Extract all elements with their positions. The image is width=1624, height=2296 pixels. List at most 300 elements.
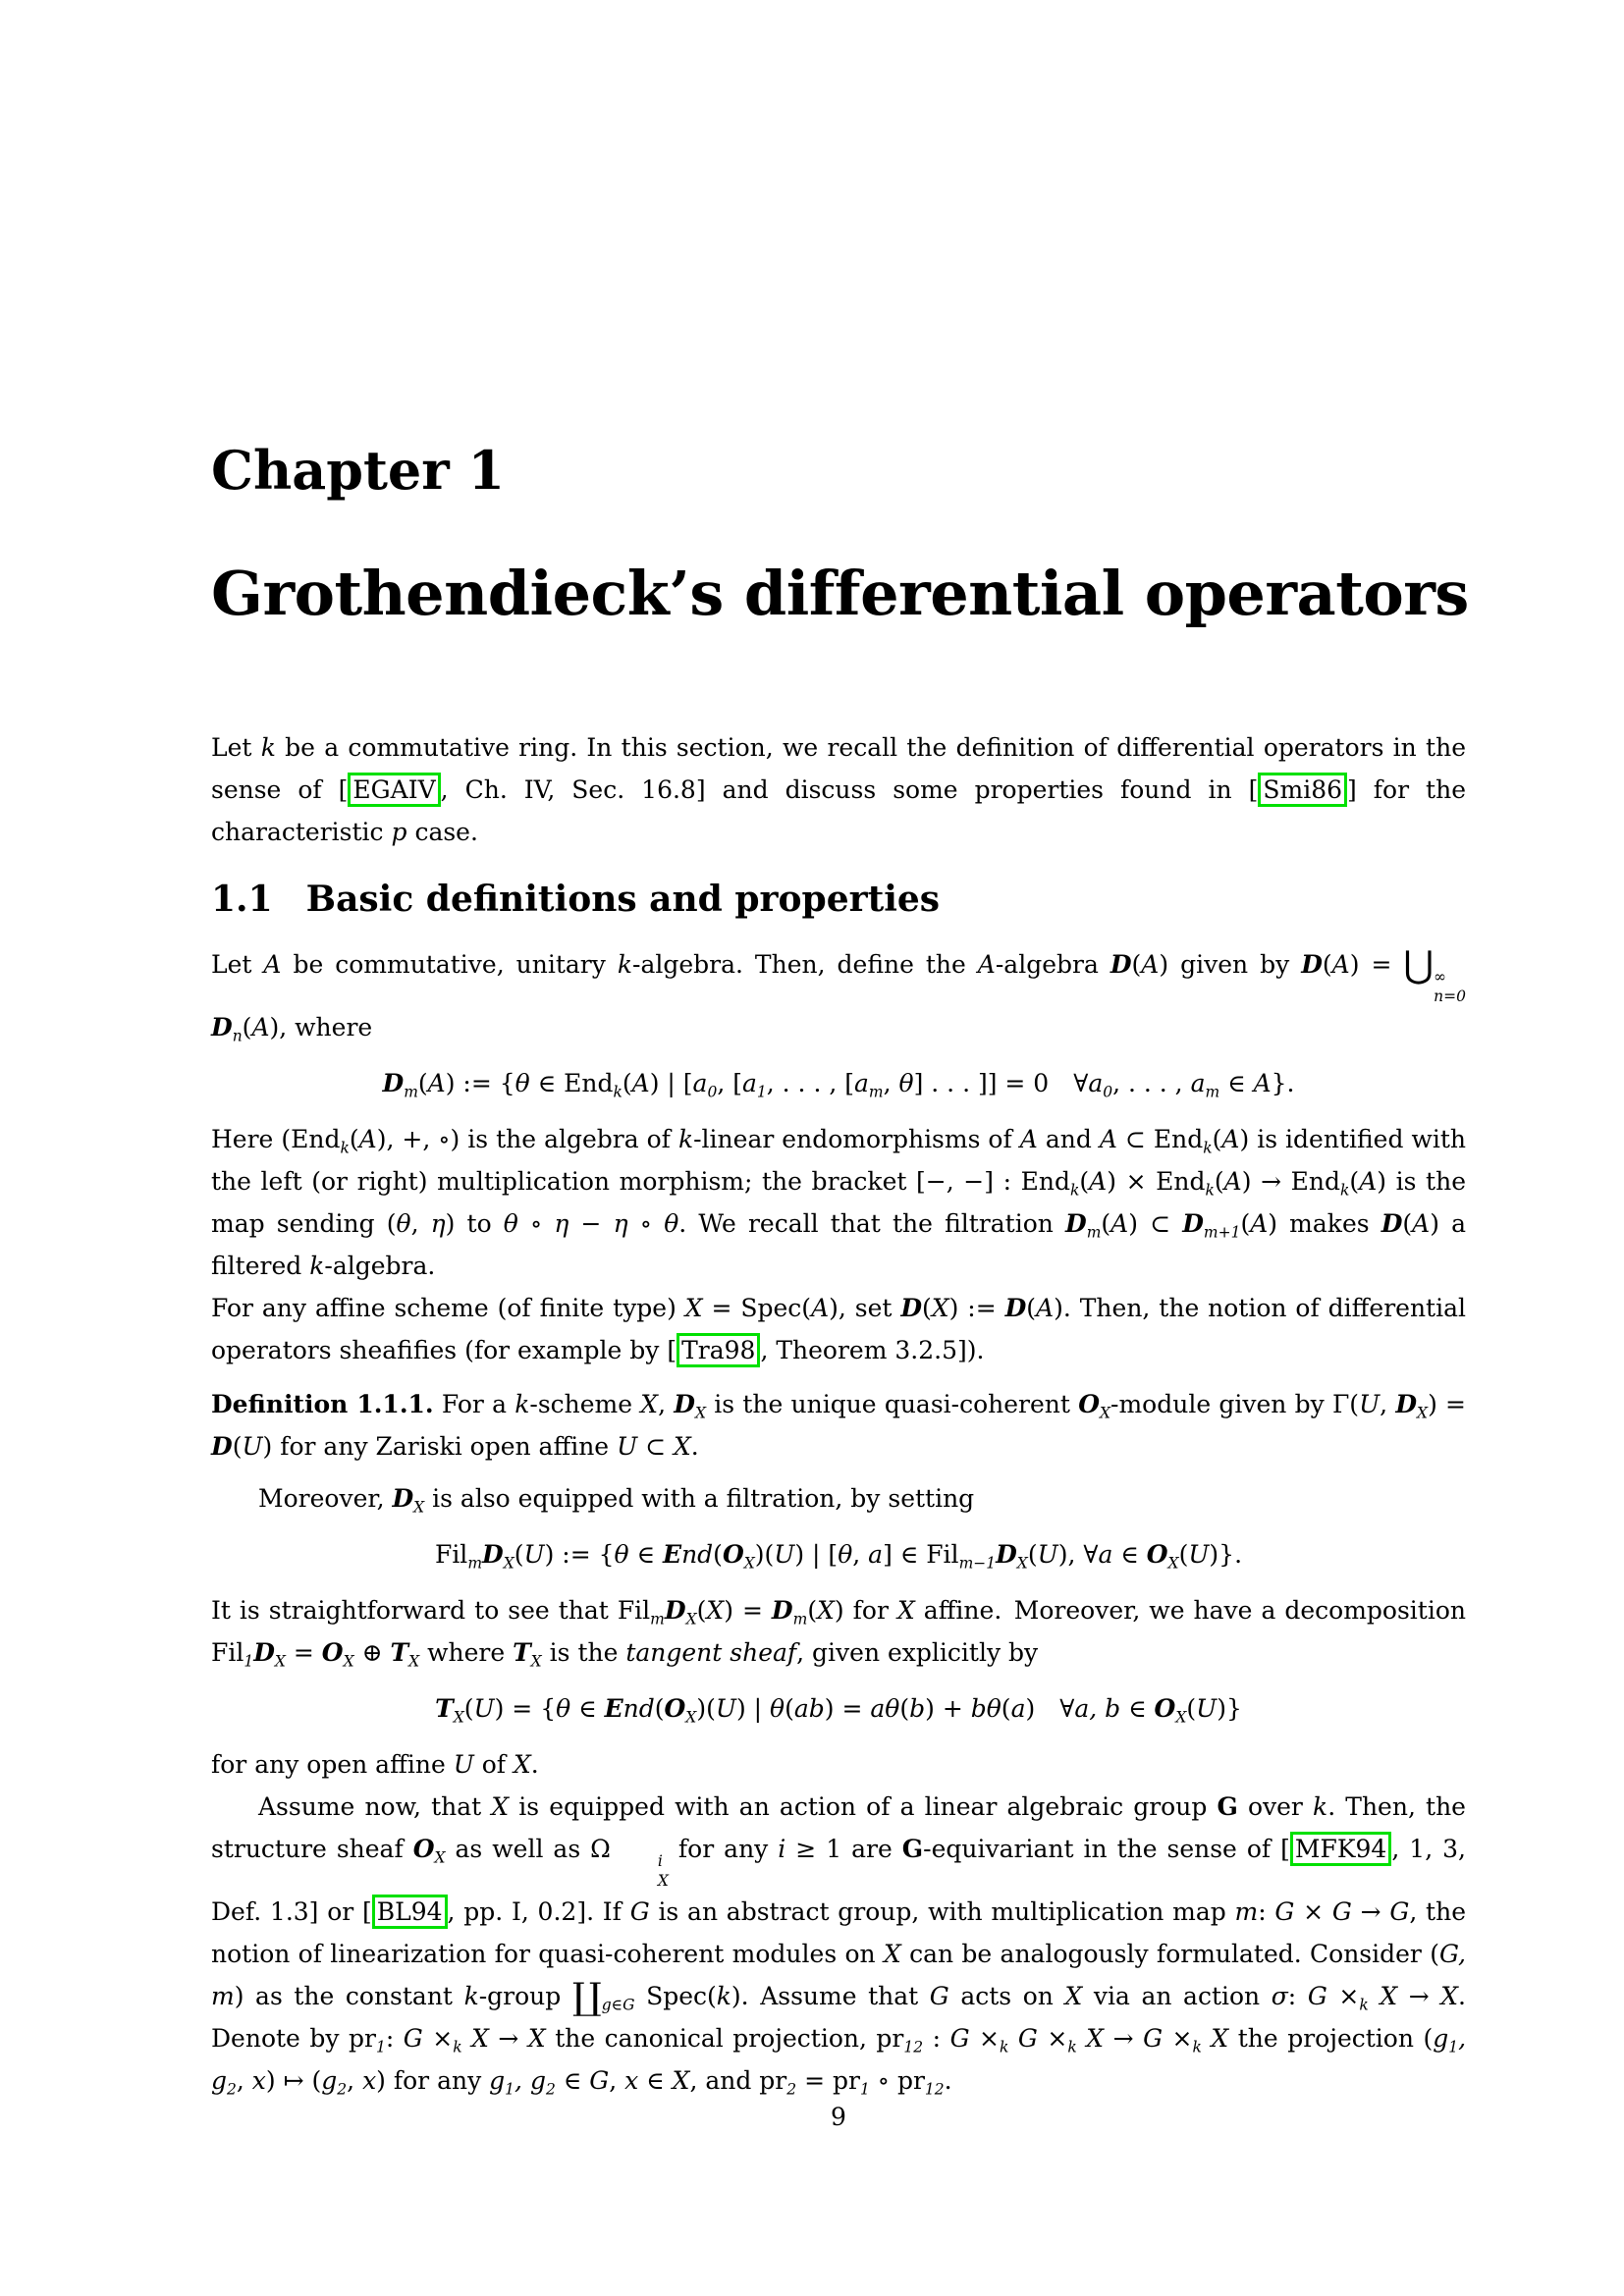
math-var: X (513, 1750, 531, 1780)
math-var: A (1110, 1209, 1129, 1239)
text-run: , (609, 2066, 625, 2096)
text-run: Let (211, 950, 264, 980)
display-equation (211, 1533, 1466, 1575)
text-run: → (1104, 2024, 1144, 2054)
math-var: G (1274, 1897, 1295, 1927)
math-var: k (617, 950, 632, 980)
math-var: G (629, 1897, 650, 1927)
script-letter: $D_X$ (392, 1484, 425, 1517)
text-run: ( (654, 1694, 665, 1724)
text-run: → (488, 2024, 528, 2054)
math-var: X (1201, 2024, 1229, 2054)
citation-link[interactable]: BL94 (372, 1895, 448, 1929)
text-run: Moreover, (258, 1484, 393, 1514)
script-letter: $D_m$ (1065, 1209, 1102, 1242)
text-run: can be analogously formulated. Consider ( (900, 1940, 1439, 1969)
text-run: ) for (834, 1596, 897, 1626)
text-run: : (385, 2024, 404, 2054)
math-var: bθ (970, 1694, 1001, 1724)
text-run: ) := { (445, 1069, 515, 1098)
section-heading (211, 879, 1466, 920)
math-var: $g_2$ (321, 2066, 348, 2099)
math-var: k (463, 1982, 479, 2011)
text-run: ) | [ (794, 1540, 839, 1570)
math-var: G (949, 2024, 970, 2054)
math-var: $a_0$ (692, 1069, 718, 1101)
text-run: ] . . . ]] = 0 ∀ (913, 1069, 1089, 1098)
text-run: }. (1271, 1069, 1295, 1098)
text-run: ∈ (1120, 1694, 1155, 1724)
text-run: $\times_k$ (1037, 2024, 1077, 2056)
script-letter: $O_X$ (722, 1540, 755, 1573)
math-var: b (909, 1694, 926, 1724)
math-var: X (673, 1432, 691, 1462)
text-run: for any (668, 1835, 779, 1864)
math-var: k (677, 1125, 694, 1154)
text-run: Let (211, 733, 261, 763)
text-run: ( (1131, 950, 1142, 980)
text-run: is the unique quasi-coherent (706, 1390, 1079, 1419)
text-run: ) makes (1268, 1209, 1381, 1239)
math-var: A (1089, 1167, 1108, 1197)
script-letter: $D_m$ (382, 1069, 418, 1101)
paragraph (211, 726, 1466, 853)
text-run: ). Then, the notion of differential operators sheafifies (for example by [ (211, 1294, 1467, 1365)
math-var: A (977, 950, 996, 980)
text-run: , (1380, 1390, 1396, 1419)
text-run: ( (1322, 950, 1332, 980)
text-run: ) ⊂ (1128, 1209, 1183, 1239)
math-var: A (1019, 1125, 1038, 1154)
text-run: ( (1349, 1167, 1360, 1197)
text-run: via an action (1082, 1982, 1272, 2011)
paragraph (211, 1287, 1466, 1371)
text-run: , . . . , (1112, 1069, 1191, 1098)
text-run: the projection ( (1228, 2024, 1434, 2054)
script-letter: $T_X$ (513, 1638, 542, 1671)
math-var: nd (623, 1694, 655, 1724)
script-letter: E (604, 1694, 623, 1724)
script-letter: $O_X$ (321, 1638, 354, 1671)
math-var: k (309, 1252, 325, 1281)
text-run: ( (242, 1013, 252, 1042)
text-run: ( (696, 1596, 707, 1626)
text-run: the canonical projection, $pr_{12}$ (545, 2024, 924, 2056)
text-run: ) ∀ (1025, 1694, 1075, 1724)
text-run: ), set (829, 1294, 901, 1323)
text-run: -algebra. Then, define the (632, 950, 978, 980)
citation-link[interactable]: EGAIV (348, 773, 440, 807)
script-letter: $D_X$ (996, 1540, 1028, 1573)
text-run: ∈ (628, 1540, 663, 1570)
text-run: -algebra. (324, 1252, 436, 1281)
math-var: G (1008, 2024, 1038, 2054)
math-var: A (631, 1069, 650, 1098)
text-run: ∘ (627, 1209, 665, 1239)
math-var: G (589, 2066, 610, 2096)
script-letter: D (1301, 950, 1323, 980)
text-run: ) = { (494, 1694, 557, 1724)
script-letter: $D_X$ (253, 1638, 286, 1671)
text-run: It is straightforward to see that Fil$_m$ (211, 1596, 665, 1629)
math-var: G, m (211, 1940, 1466, 2011)
math-var: $a_m$ (854, 1069, 884, 1101)
text-run: ∈ (638, 2066, 673, 2096)
text-run: ∘ (517, 1209, 555, 1239)
text-run: is an abstract group, with multiplication map (649, 1897, 1235, 1927)
bold-run: G (901, 1835, 924, 1864)
math-var: η (430, 1209, 446, 1239)
text-run: ⋃ ∞ n=0 (1403, 942, 1466, 1006)
text-run: )}. (1209, 1540, 1243, 1570)
math-var: θ (898, 1069, 914, 1098)
math-var: a (1098, 1540, 1113, 1570)
math-var: G (1307, 1982, 1327, 2011)
script-letter: D (211, 1432, 233, 1462)
math-var: A (1253, 1069, 1272, 1098)
text-run: , and $pr_2$ (689, 2066, 797, 2099)
text-run: ∈ (1112, 1540, 1147, 1570)
text-run: -scheme (529, 1390, 641, 1419)
math-var: X (931, 1294, 949, 1323)
script-letter: D (1110, 950, 1132, 980)
text-run: $∐_{g\in G}$ (571, 1974, 635, 2018)
text-run: . We recall that the filtration (678, 1209, 1065, 1239)
text-run: ( (622, 1069, 632, 1098)
citation-link[interactable]: Smi86 (1258, 773, 1347, 807)
text-run: be a commutative ring. In this section, we recall the definition of differential operators in the sense of [ (211, 733, 1466, 805)
math-var: A (1359, 1167, 1378, 1197)
text-run: ⊂ End$_k$ (1116, 1125, 1213, 1157)
script-letter: D (900, 1294, 923, 1323)
math-var: X (461, 2024, 489, 2054)
math-var: tangent sheaf (625, 1638, 797, 1668)
script-letter: $T_X$ (390, 1638, 420, 1671)
script-letter: $O_X$ (1146, 1540, 1179, 1573)
math-var: A (1099, 1125, 1117, 1154)
text-run: − (568, 1209, 614, 1239)
text-run: ) for any (376, 2066, 490, 2096)
math-var: θ (396, 1209, 411, 1239)
math-var: X (491, 1792, 510, 1822)
math-var: a (1010, 1694, 1026, 1724)
text-run: ( (1402, 1209, 1413, 1239)
text-run: ( (807, 1596, 818, 1626)
text-run: $\times_k$ (969, 2024, 1009, 2056)
text-run: ∈ (1219, 1069, 1254, 1098)
display-equation (211, 1687, 1466, 1730)
math-var: X (706, 1596, 725, 1626)
text-run: . (530, 1750, 539, 1780)
script-letter: $D_{m+1}$ (1182, 1209, 1241, 1242)
text-run: $\times_k$ (1163, 2024, 1202, 2056)
text-run: , (852, 1540, 869, 1570)
paragraph (211, 1743, 1466, 1786)
text-run: ) = (824, 1694, 871, 1724)
math-var: p (391, 818, 407, 847)
text-run: )( (754, 1540, 775, 1570)
paragraph (211, 1383, 1466, 1468)
text-run: For any affine scheme (of finite type) (211, 1294, 685, 1323)
citation-link[interactable]: MFK94 (1290, 1832, 1391, 1866)
text-run: ), ∀ (1057, 1540, 1099, 1570)
bold-run: G (1217, 1792, 1238, 1822)
text-run: → (1351, 1897, 1390, 1927)
text-run: for any open affine (211, 1750, 454, 1780)
math-var: k (514, 1390, 530, 1419)
math-var: U (1188, 1540, 1210, 1570)
section-title: Basic definitions and properties (305, 879, 941, 921)
text-run: ) a filtered (211, 1209, 1467, 1281)
math-var: m (1234, 1897, 1259, 1927)
math-var: nd (681, 1540, 714, 1570)
script-letter: $O_X$ (1154, 1694, 1187, 1727)
math-var: G (1389, 1897, 1410, 1927)
text-run: ) = (724, 1596, 772, 1626)
math-var: A (1141, 950, 1160, 980)
text-run: ) | (735, 1694, 771, 1724)
math-var: X (640, 1390, 659, 1419)
math-var: x (624, 2066, 639, 2096)
math-var: $a_m$ (1190, 1069, 1220, 1101)
text-run: as well as (445, 1835, 591, 1864)
paragraph (211, 1477, 1466, 1520)
text-run: ∈ (570, 1694, 605, 1724)
text-run: ⊕ (353, 1638, 391, 1668)
text-run: Spec( (634, 1982, 717, 2011)
text-run: , (883, 1069, 899, 1098)
script-letter: $D_X$ (674, 1390, 707, 1422)
text-run: case. (406, 818, 478, 847)
text-run: , [ (717, 1069, 742, 1098)
text-run: ] ∈ Fil$_{m-1}$ (883, 1540, 997, 1573)
math-var: $g_1$ (489, 2066, 515, 2099)
text-run: be commutative, unitary (281, 950, 618, 980)
text-run: -linear endomorphisms of (693, 1125, 1020, 1154)
text-run: of (473, 1750, 514, 1780)
math-var: A (1036, 1294, 1055, 1323)
text-run: ( (1214, 1167, 1224, 1197)
math-var: $a_1$ (741, 1069, 767, 1101)
math-var: X (896, 1596, 915, 1626)
text-run: -equivariant in the sense of [ (923, 1835, 1290, 1864)
math-var: $g_1$ (1433, 2024, 1459, 2056)
math-var: A (1331, 950, 1350, 980)
text-run: ( (417, 1069, 428, 1098)
text-run: ) given by (1159, 950, 1302, 980)
text-run: Here (End$_k$ (211, 1125, 350, 1157)
text-run: . Denote by $pr_1$ (211, 1982, 1466, 2056)
math-var: η (613, 1209, 628, 1239)
page-number: 9 (831, 2103, 846, 2131)
chapter-label: Chapter 1 (211, 439, 506, 502)
math-var: U (617, 1432, 638, 1462)
math-var: X (527, 2024, 546, 2054)
text-run: -module given by Γ( (1110, 1390, 1360, 1419)
math-var: k (1313, 1792, 1328, 1822)
text-run: = Spec( (702, 1294, 812, 1323)
math-var: U (1359, 1390, 1380, 1419)
text-run: ) + (925, 1694, 971, 1724)
script-letter: $D_X$ (482, 1540, 514, 1573)
text-run: acts on (948, 1982, 1065, 2011)
math-var: G (1143, 2024, 1164, 2054)
text-run: ) = (1349, 950, 1404, 980)
text-run: ≥ 1 are (785, 1835, 902, 1864)
math-var: U (453, 1750, 474, 1780)
math-var: X (883, 1940, 901, 1969)
script-letter: $D_n$ (211, 1013, 243, 1045)
text-run: , Theorem 3.2.5]). (760, 1336, 985, 1365)
text-run: ( (232, 1432, 243, 1462)
text-run: ( (514, 1540, 524, 1570)
text-run: ( (1027, 1540, 1038, 1570)
text-run: ), where (269, 1013, 373, 1042)
math-var: ab (793, 1694, 825, 1724)
text-run: Assume now, that (258, 1792, 492, 1822)
text-run: , (658, 1390, 675, 1419)
text-run: ( (1178, 1540, 1189, 1570)
text-run: , pp. I, 0.2]. If (447, 1897, 630, 1927)
text-run: ( (1212, 1125, 1222, 1154)
text-run: For a (433, 1390, 515, 1419)
math-var: U (242, 1432, 263, 1462)
text-run: ( (1079, 1167, 1090, 1197)
text-run: Fil$_m$ (434, 1540, 483, 1573)
text-run: )( (696, 1694, 716, 1724)
script-letter: $O_X$ (664, 1694, 697, 1727)
text-run: where (419, 1638, 514, 1668)
paragraph (211, 943, 1466, 1048)
math-var: θ (614, 1540, 629, 1570)
text-run: , . . . , [ (766, 1069, 854, 1098)
script-letter: $T_X$ (435, 1694, 464, 1727)
text-run: -algebra (995, 950, 1110, 980)
text-run: ) = (1428, 1390, 1466, 1419)
script-letter: D (1004, 1294, 1027, 1323)
paragraph (211, 1118, 1466, 1287)
text-run: , (347, 2066, 363, 2096)
text-run: ( (463, 1694, 474, 1724)
text-run: ⊂ (637, 1432, 674, 1462)
text-run: ( (785, 1694, 794, 1724)
display-equation (211, 1062, 1466, 1104)
text-run: , (410, 1209, 431, 1239)
math-var: k (260, 733, 276, 763)
text-run: ), +, ∘) is the algebra of (376, 1125, 678, 1154)
text-run: : (1287, 1982, 1308, 2011)
math-var: θ (770, 1694, 785, 1724)
text-run: = $pr_1$ (796, 2066, 870, 2099)
text-run: ( (899, 1694, 910, 1724)
math-var: θ (838, 1540, 853, 1570)
math-var: σ (1271, 1982, 1288, 2011)
text-run: ) is identified with the left (or right) multiplication morphism; the bracket [−, −] : End$_k$ (211, 1125, 1466, 1200)
text-run: ( (1240, 1209, 1251, 1239)
math-var: A (811, 1294, 830, 1323)
content (211, 726, 1466, 2102)
math-var: X (1368, 1982, 1398, 2011)
text-run: . Then, the structure sheaf (211, 1792, 1466, 1864)
text-run: ) × End$_k$ (1107, 1167, 1215, 1200)
math-var: X (1076, 2024, 1105, 2054)
text-run: ) to (445, 1209, 504, 1239)
script-letter: $D_X$ (1395, 1390, 1429, 1422)
text-run: , given explicitly by (796, 1638, 1039, 1668)
text-run: ) → End$_k$ (1241, 1167, 1350, 1200)
text-run: ] for the characteristic (211, 775, 1466, 847)
math-var: , $g_2$ (514, 2066, 556, 2099)
text-run: ( (1026, 1294, 1037, 1323)
math-var: a, b (1074, 1694, 1121, 1724)
math-var: aθ (870, 1694, 900, 1724)
script-letter: $D_X$ (664, 1596, 697, 1629)
math-var: U (774, 1540, 795, 1570)
math-var: G (403, 2024, 423, 2054)
math-var: X (672, 2066, 690, 2096)
math-var: x (251, 2066, 266, 2096)
text-run: ∈ End$_k$ (529, 1069, 623, 1101)
text-run: → (1397, 1982, 1441, 2011)
math-var: θ (664, 1209, 679, 1239)
math-var: U (715, 1694, 736, 1724)
text-run: affine. Moreover, we have a decomposition Fil$_1$ (211, 1596, 1466, 1671)
paragraph (211, 1589, 1466, 1674)
math-var: U (473, 1694, 495, 1724)
math-var: θ (556, 1694, 571, 1724)
text-run: , the notion of linearization for quasi-coherent modules on (211, 1897, 1467, 1969)
math-var: , $g_2$ (211, 2024, 1467, 2099)
text-run: ) := (948, 1294, 1005, 1323)
text-run: . (690, 1432, 699, 1462)
text-run: , Ch. IV, Sec. 16.8] and discuss some properties found in [ (440, 775, 1259, 805)
text-run: : (923, 2024, 950, 2054)
chapter-title: Grothendieck’s differential operators (211, 558, 1469, 630)
math-var: x (362, 2066, 377, 2096)
text-run: × (1294, 1897, 1332, 1927)
text-column (211, 439, 1469, 2102)
citation-link[interactable]: Tra98 (677, 1333, 760, 1367)
text-run: ( (922, 1294, 932, 1323)
script-letter: $O_X$ (1078, 1390, 1111, 1422)
text-run: ( (349, 1125, 359, 1154)
script-letter: $O_X$ (412, 1835, 446, 1867)
math-var: A (1221, 1125, 1240, 1154)
text-run: is the (541, 1638, 626, 1668)
section-number: 1.1 (211, 879, 273, 921)
text-run: , 1, 3, Def. 1.3] or [ (211, 1835, 1466, 1927)
text-run: , (236, 2066, 252, 2096)
math-var: η (554, 1209, 569, 1239)
math-var: A (1412, 1209, 1431, 1239)
script-letter: $D_m$ (771, 1596, 808, 1629)
math-var: G (929, 1982, 949, 2011)
text-run: . (944, 2066, 952, 2096)
text-run: ) := { (544, 1540, 615, 1570)
math-var: X (1064, 1982, 1083, 2011)
text-run: and (1037, 1125, 1100, 1154)
text-run: )} (1217, 1694, 1242, 1724)
text-run: ∈ (555, 2066, 590, 2096)
text-run: : (1258, 1897, 1275, 1927)
text-run: $\times_k$ (1326, 1982, 1369, 2014)
math-var: X (817, 1596, 835, 1626)
text-run: -group (478, 1982, 572, 2011)
math-var: A (263, 950, 282, 980)
text-run: Ω i X (590, 1835, 669, 1890)
text-run: is also equipped with a filtration, by setting (424, 1484, 975, 1514)
math-var: U (1037, 1540, 1058, 1570)
